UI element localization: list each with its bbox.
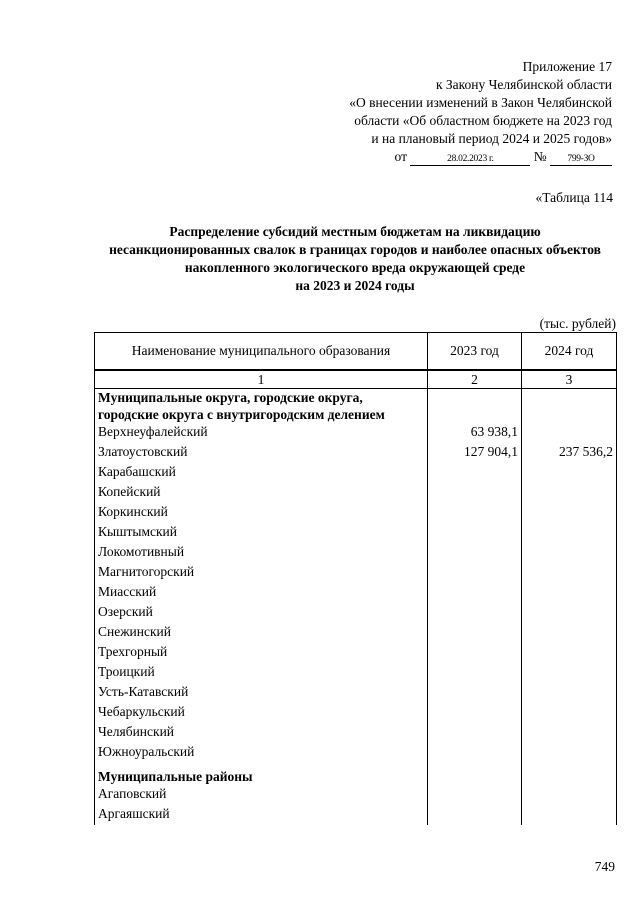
municipality-name: Копейский <box>95 483 428 503</box>
table-row <box>95 663 617 683</box>
value-2023 <box>428 483 522 503</box>
table-row <box>95 743 617 763</box>
value-2023 <box>428 463 522 483</box>
header-2024: 2024 год <box>522 333 617 371</box>
value-2024 <box>522 503 617 523</box>
value-2024 <box>522 603 617 623</box>
municipality-name: Златоустовский <box>95 443 428 463</box>
law-date: 28.02.2023 г. <box>410 153 530 166</box>
municipality-name: Карабашский <box>95 463 428 483</box>
value-2023 <box>428 683 522 703</box>
value-2024 <box>522 785 617 805</box>
table-row <box>95 643 617 663</box>
municipality-name: Троицкий <box>95 663 428 683</box>
value-2023 <box>428 805 522 825</box>
value-2024 <box>522 663 617 683</box>
municipality-name: Снежинский <box>95 623 428 643</box>
municipality-name: Локомотивный <box>95 543 428 563</box>
value-2024 <box>522 483 617 503</box>
annex-block <box>192 58 612 166</box>
table-row <box>95 523 617 543</box>
col-number-1: 1 <box>95 370 428 389</box>
annex-line-4: области «Об областном бюджете на 2023 год <box>354 113 612 128</box>
municipality-name: Коркинский <box>95 503 428 523</box>
table-row <box>95 423 617 443</box>
value-2024 <box>522 523 617 543</box>
empty-cell <box>428 389 522 424</box>
header-name: Наименование муниципального образования <box>95 333 428 371</box>
table-row <box>95 463 617 483</box>
value-2024 <box>522 683 617 703</box>
value-2024 <box>522 743 617 763</box>
municipality-name: Агаповский <box>95 785 428 805</box>
value-2024 <box>522 423 617 443</box>
municipality-name: Верхнеуфалейский <box>95 423 428 443</box>
title-line-1: Распределение субсидий местным бюджетам на ликвидацию <box>169 224 541 239</box>
unit-label: (тыс. рублей) <box>539 316 616 331</box>
value-2023 <box>428 723 522 743</box>
table-row <box>95 443 617 463</box>
value-2023: 127 904,1 <box>428 443 522 463</box>
empty-cell <box>428 763 522 785</box>
municipality-name: Трехгорный <box>95 643 428 663</box>
value-2023 <box>428 523 522 543</box>
table-number: «Таблица 114 <box>535 190 613 205</box>
group-header-districts <box>95 389 617 424</box>
table-row <box>95 503 617 523</box>
title-line-4: на 2023 и 2024 годы <box>295 278 415 293</box>
page-number: 749 <box>594 859 615 874</box>
value-2023 <box>428 785 522 805</box>
municipality-name: Усть-Катавский <box>95 683 428 703</box>
document-title <box>90 223 620 295</box>
table-row <box>95 723 617 743</box>
annex-line-5: и на плановый период 2024 и 2025 годов» <box>371 131 612 146</box>
value-2023 <box>428 663 522 683</box>
value-2024 <box>522 805 617 825</box>
municipality-name: Магнитогорский <box>95 563 428 583</box>
value-2023 <box>428 643 522 663</box>
value-2024 <box>522 703 617 723</box>
table-row <box>95 683 617 703</box>
value-2024 <box>522 563 617 583</box>
col-number-3: 3 <box>522 370 617 389</box>
annex-signature-line <box>192 148 612 166</box>
municipality-name: Кыштымский <box>95 523 428 543</box>
title-line-2: несанкционированных свалок в границах городов и наиболее опасных объектов <box>109 242 601 257</box>
group-header-regions-label: Муниципальные районы <box>95 763 428 785</box>
value-2024 <box>522 723 617 743</box>
municipality-name: Аргаяшский <box>95 805 428 825</box>
value-2024 <box>522 463 617 483</box>
column-number-row <box>95 370 617 389</box>
value-2024 <box>522 543 617 563</box>
municipality-name: Миасский <box>95 583 428 603</box>
value-2023 <box>428 503 522 523</box>
municipality-name: Южноуральский <box>95 743 428 763</box>
value-2024 <box>522 583 617 603</box>
table-row <box>95 583 617 603</box>
annex-line-1: Приложение 17 <box>522 59 612 74</box>
table-row <box>95 785 617 805</box>
header-2023: 2023 год <box>428 333 522 371</box>
table-body <box>95 389 617 826</box>
table-row <box>95 603 617 623</box>
col-number-2: 2 <box>428 370 522 389</box>
empty-cell <box>522 389 617 424</box>
table-row <box>95 805 617 825</box>
value-2023 <box>428 543 522 563</box>
value-2023 <box>428 563 522 583</box>
municipality-name: Челябинский <box>95 723 428 743</box>
table-row <box>95 543 617 563</box>
group-header-districts-label: Муниципальные округа, городские округа, городские округа с внутригородским делением <box>95 389 428 424</box>
law-number: 799-ЗО <box>550 153 612 166</box>
number-label: № <box>533 149 547 164</box>
header-row <box>95 333 617 371</box>
value-2023 <box>428 623 522 643</box>
municipality-name: Озерский <box>95 603 428 623</box>
municipality-name: Чебаркульский <box>95 703 428 723</box>
value-2023 <box>428 703 522 723</box>
table-row <box>95 623 617 643</box>
table-row <box>95 703 617 723</box>
value-2023: 63 938,1 <box>428 423 522 443</box>
table-row <box>95 483 617 503</box>
value-2023 <box>428 583 522 603</box>
value-2023 <box>428 603 522 623</box>
annex-line-3: «О внесении изменений в Закон Челябинской <box>349 95 612 110</box>
value-2023 <box>428 743 522 763</box>
title-line-3: накопленного экологического вреда окружающей среде <box>184 260 526 275</box>
value-2024: 237 536,2 <box>522 443 617 463</box>
empty-cell <box>522 763 617 785</box>
group-header-regions <box>95 763 617 785</box>
table-row <box>95 563 617 583</box>
annex-line-2: к Закону Челябинской области <box>435 77 612 92</box>
subsidy-table <box>94 332 617 825</box>
from-label: от <box>394 149 407 164</box>
value-2024 <box>522 643 617 663</box>
value-2024 <box>522 623 617 643</box>
